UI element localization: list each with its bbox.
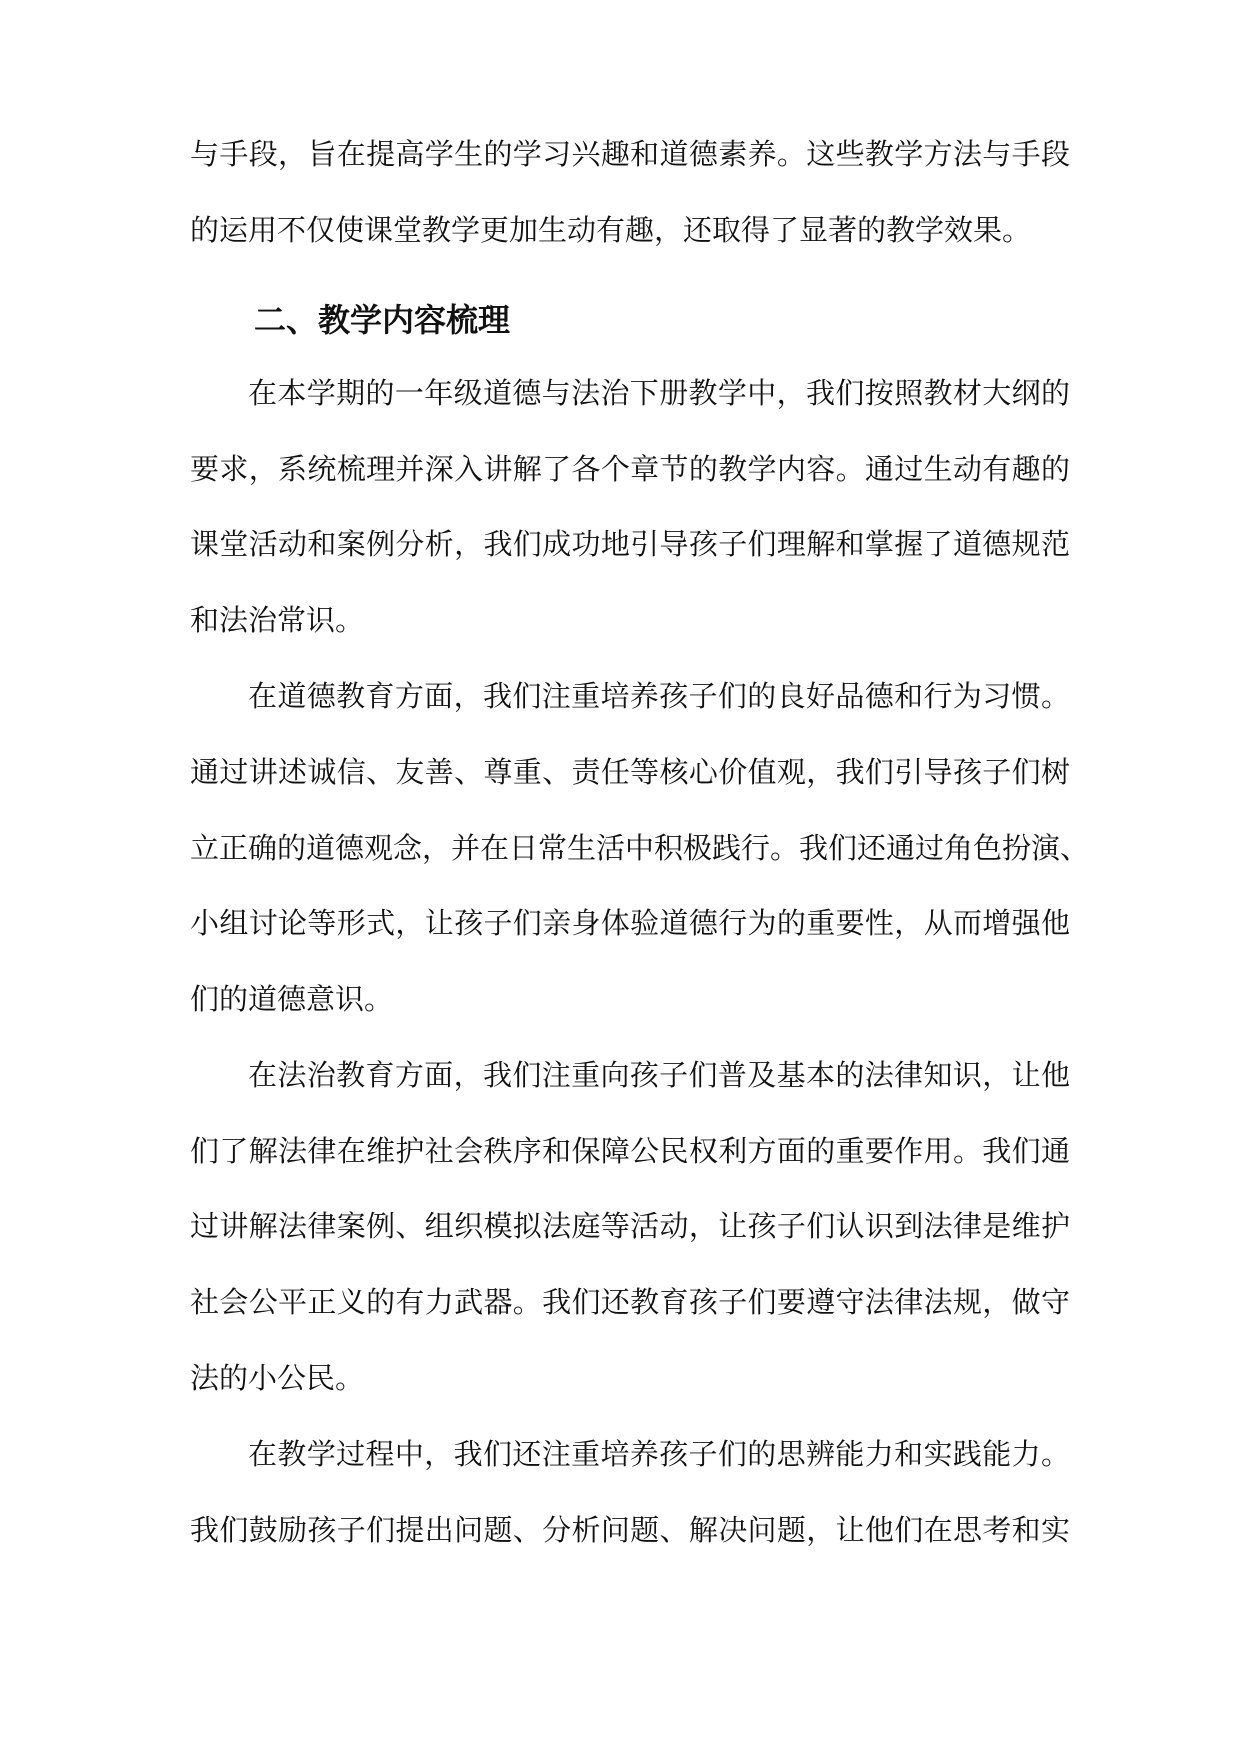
paragraph-2-line-1: 在道德教育方面，我们注重培养孩子们的良好品德和行为习惯。 xyxy=(248,679,1070,713)
paragraph-3-line-4: 社会公平正义的有力武器。我们还教育孩子们要遵守法律法规，做守 xyxy=(190,1285,1070,1319)
paragraph-2-line-4: 小组讨论等形式，让孩子们亲身体验道德行为的重要性，从而增强他 xyxy=(190,906,1070,940)
paragraph-2-line-3: 立正确的道德观念，并在日常生活中积极践行。我们还通过角色扮演、 xyxy=(190,831,1090,865)
paragraph-3-line-1: 在法治教育方面，我们注重向孩子们普及基本的法律知识，让他 xyxy=(248,1058,1070,1092)
paragraph-1-line-2: 要求，系统梳理并深入讲解了各个章节的教学内容。通过生动有趣的 xyxy=(190,452,1070,486)
paragraph-4-line-1: 在教学过程中，我们还注重培养孩子们的思辨能力和实践能力。 xyxy=(248,1437,1070,1471)
intro-line-2: 的运用不仅使课堂教学更加生动有趣，还取得了显著的教学效果。 xyxy=(190,213,1032,247)
paragraph-1-line-4: 和法治常识。 xyxy=(190,603,365,637)
paragraph-2-line-2: 通过讲述诚信、友善、尊重、责任等核心价值观，我们引导孩子们树 xyxy=(190,755,1070,789)
paragraph-1-line-3: 课堂活动和案例分析，我们成功地引导孩子们理解和掌握了道德规范 xyxy=(190,527,1070,561)
paragraph-4-line-2: 我们鼓励孩子们提出问题、分析问题、解决问题，让他们在思考和实 xyxy=(190,1513,1070,1547)
section-heading: 二、教学内容梳理 xyxy=(254,301,511,339)
paragraph-3-line-5: 法的小公民。 xyxy=(190,1361,365,1395)
intro-line-1: 与手段，旨在提高学生的学习兴趣和道德素养。这些教学方法与手段 xyxy=(190,137,1070,171)
paragraph-3-line-2: 们了解法律在维护社会秩序和保障公民权利方面的重要作用。我们通 xyxy=(190,1134,1070,1168)
paragraph-2-line-5: 们的道德意识。 xyxy=(190,982,394,1016)
paragraph-1-line-1: 在本学期的一年级道德与法治下册教学中，我们按照教材大纲的 xyxy=(248,376,1070,410)
paragraph-3-line-3: 过讲解法律案例、组织模拟法庭等活动，让孩子们认识到法律是维护 xyxy=(190,1209,1070,1243)
